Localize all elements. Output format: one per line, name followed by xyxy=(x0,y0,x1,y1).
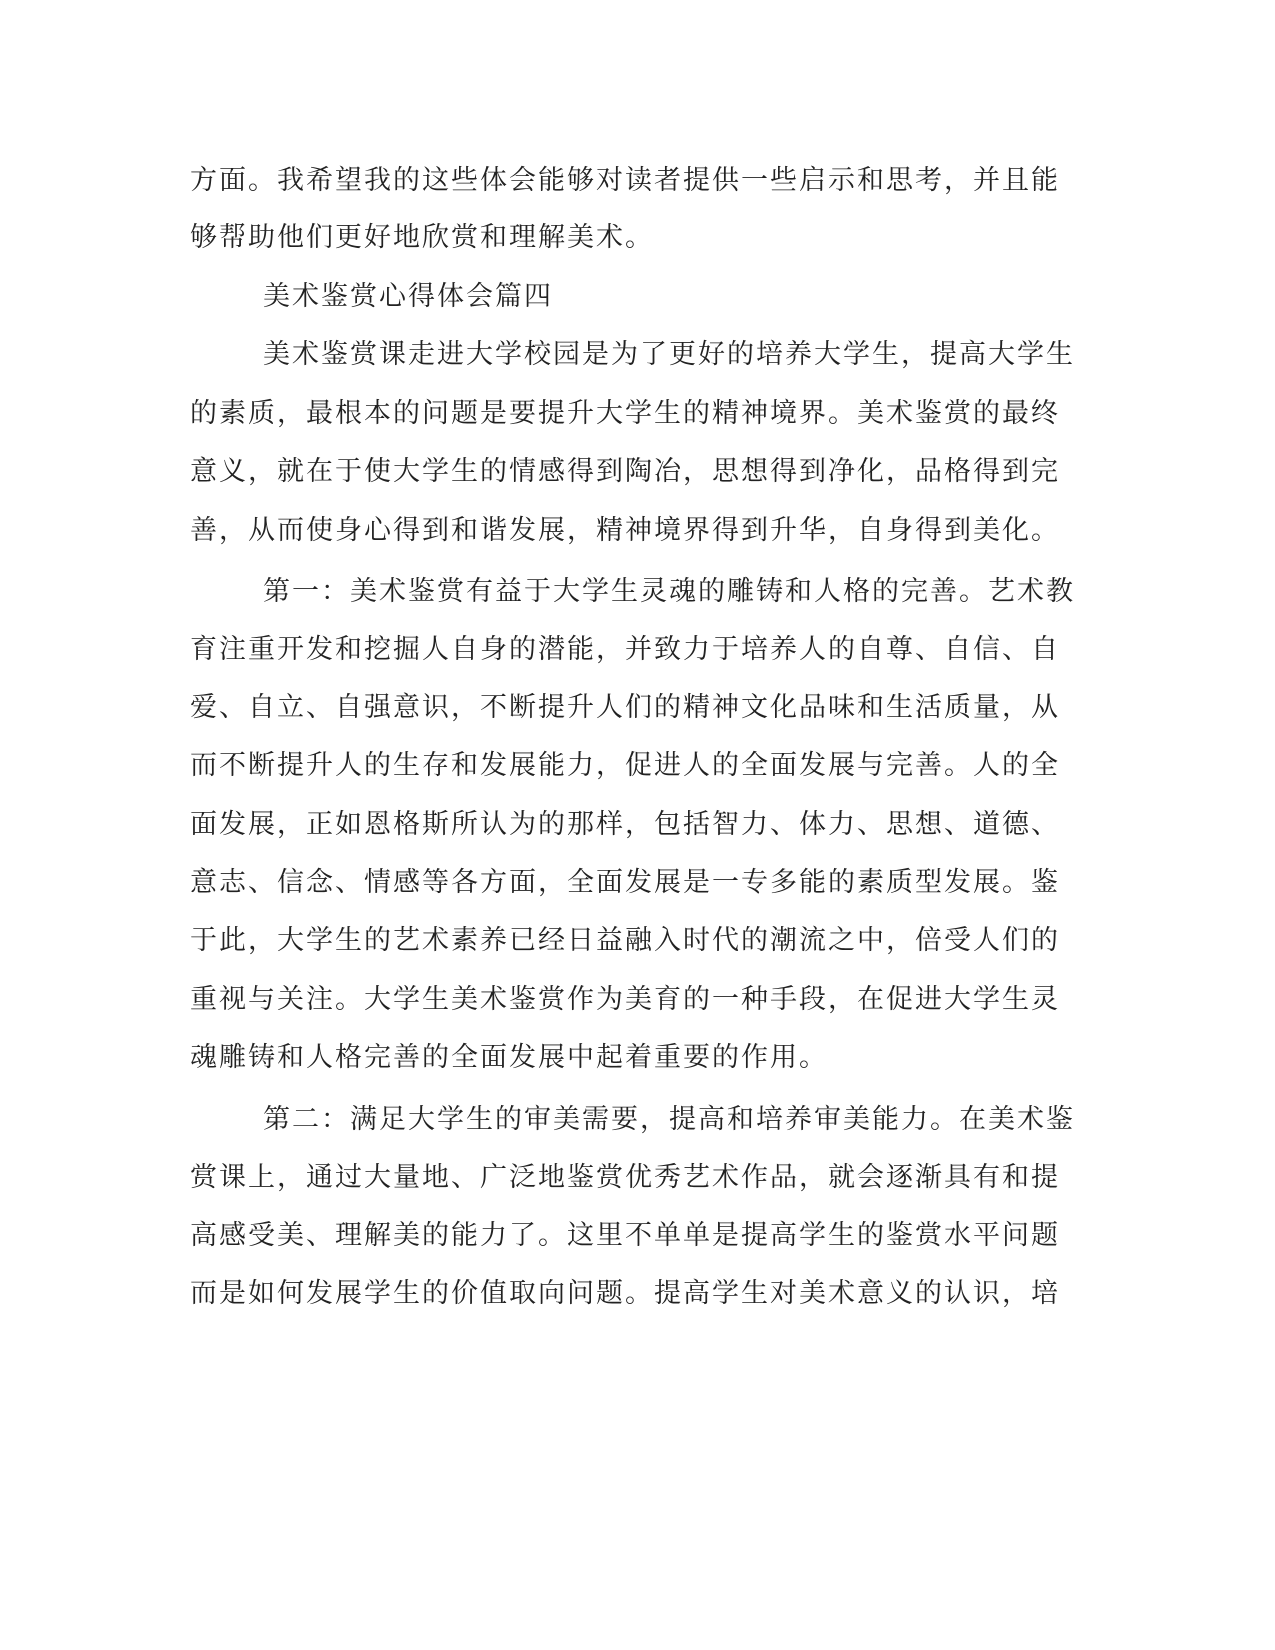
body-text-line: 美术鉴赏课走进大学校园是为了更好的培养大学生，提高大学生 xyxy=(263,339,1075,370)
body-text-line: 高感受美、理解美的能力了。这里不单单是提高学生的鉴赏水平问题 xyxy=(190,1220,1060,1251)
section-heading: 美术鉴赏心得体会篇四 xyxy=(263,281,553,312)
body-text-line: 意义，就在于使大学生的情感得到陶冶，思想得到净化，品格得到完 xyxy=(190,456,1060,487)
body-text-line: 重视与关注。大学生美术鉴赏作为美育的一种手段，在促进大学生灵 xyxy=(190,984,1060,1015)
body-text-line: 于此，大学生的艺术素养已经日益融入时代的潮流之中，倍受人们的 xyxy=(190,925,1060,956)
body-text-line: 意志、信念、情感等各方面，全面发展是一专多能的素质型发展。鉴 xyxy=(190,867,1060,898)
body-text-line: 而不断提升人的生存和发展能力，促进人的全面发展与完善。人的全 xyxy=(190,750,1060,781)
body-text-line: 而是如何发展学生的价值取向问题。提高学生对美术意义的认识，培 xyxy=(190,1278,1060,1309)
body-text-line: 第二：满足大学生的审美需要，提高和培养审美能力。在美术鉴 xyxy=(263,1104,1075,1135)
body-text-line: 够帮助他们更好地欣赏和理解美术。 xyxy=(190,222,654,253)
body-text-line: 善，从而使身心得到和谐发展，精神境界得到升华，自身得到美化。 xyxy=(190,515,1060,546)
body-text-line: 方面。我希望我的这些体会能够对读者提供一些启示和思考，并且能 xyxy=(190,165,1060,196)
body-text-line: 第一：美术鉴赏有益于大学生灵魂的雕铸和人格的完善。艺术教 xyxy=(263,576,1075,607)
body-text-line: 赏课上，通过大量地、广泛地鉴赏优秀艺术作品，就会逐渐具有和提 xyxy=(190,1162,1060,1193)
body-text-line: 魂雕铸和人格完善的全面发展中起着重要的作用。 xyxy=(190,1042,828,1073)
body-text-line: 面发展，正如恩格斯所认为的那样，包括智力、体力、思想、道德、 xyxy=(190,809,1060,840)
body-text-line: 的素质，最根本的问题是要提升大学生的精神境界。美术鉴赏的最终 xyxy=(190,398,1060,429)
body-text-line: 育注重开发和挖掘人自身的潜能，并致力于培养人的自尊、自信、自 xyxy=(190,634,1060,665)
body-text-line: 爱、自立、自强意识，不断提升人们的精神文化品味和生活质量，从 xyxy=(190,692,1060,723)
